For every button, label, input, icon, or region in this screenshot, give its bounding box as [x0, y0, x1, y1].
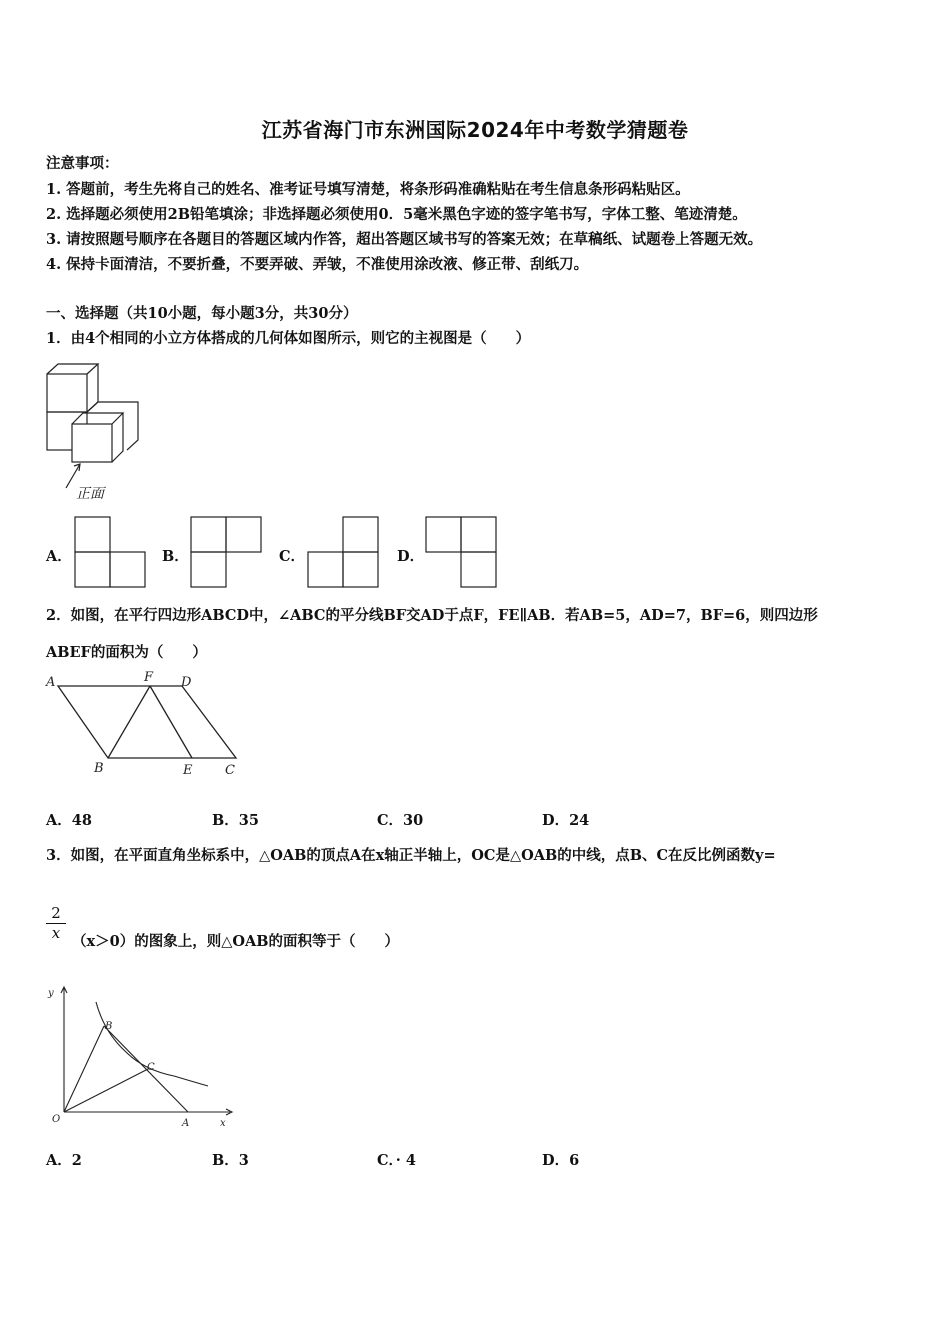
q1-option-b-figure: [188, 515, 264, 589]
q1-option-c-figure: [305, 515, 381, 589]
parallelogram-figure: [44, 668, 240, 778]
point-f-label: F: [144, 670, 154, 685]
axis-x-label: x: [220, 1118, 226, 1129]
axis-y-label: y: [48, 988, 54, 999]
q3-option-d[interactable]: D．6: [542, 1152, 580, 1169]
notice-item: 4. 保持卡面清洁，不要折叠，不要弄破、弄皱，不准使用涂改液、修正带、刮纸刀。: [46, 256, 589, 273]
q2-option-a[interactable]: A．48: [46, 812, 92, 829]
q2-option-b[interactable]: B．35: [212, 812, 259, 829]
q1-option-b[interactable]: B．: [162, 548, 189, 565]
q1-option-d-figure: [423, 515, 499, 589]
section-heading: 一、选择题（共10小题，每小题3分，共30分）: [46, 305, 358, 322]
point-d-label: D: [181, 675, 192, 690]
notice-item: 1. 答题前，考生先将自己的姓名、准考证号填写清楚，将条形码准确粘贴在考生信息条形码粘贴区。: [46, 181, 690, 198]
q3-option-c[interactable]: C．· 4: [377, 1152, 416, 1169]
coordinate-graph-figure: [44, 984, 236, 1132]
q3-option-a[interactable]: A．2: [46, 1152, 82, 1169]
q2-option-d[interactable]: D．24: [542, 812, 590, 829]
fraction-2-over-x: [46, 904, 66, 942]
point-e-label: E: [183, 763, 193, 778]
point-a-label: A: [182, 1118, 190, 1129]
q1-option-c[interactable]: C．: [279, 548, 306, 565]
point-o-label: O: [52, 1114, 61, 1125]
question-2-stem-line2: ABEF的面积为（ ）: [46, 644, 207, 661]
point-c-label: C: [147, 1062, 155, 1073]
q3-option-b[interactable]: B．3: [212, 1152, 249, 1169]
point-b-label: B: [105, 1021, 113, 1032]
q2-option-c[interactable]: C．30: [377, 812, 424, 829]
cube-solid-figure: [44, 360, 142, 502]
point-b-label: B: [94, 761, 104, 776]
question-3-stem-line2: （x＞0）的图象上，则△OAB的面积等于（ ）: [72, 933, 400, 950]
q1-option-d[interactable]: D．: [397, 548, 425, 565]
question-1-stem: 1．由4个相同的小立方体搭成的几何体如图所示，则它的主视图是（ ）: [46, 330, 531, 347]
point-a-label: A: [46, 675, 56, 690]
q1-option-a-figure: [72, 515, 148, 589]
point-c-label: C: [225, 763, 235, 778]
front-label: 正面: [76, 486, 104, 502]
page-title: 江苏省海门市东洲国际2024年中考数学猜题卷: [261, 118, 689, 142]
question-3-stem-line1: 3．如图，在平面直角坐标系中，△OAB的顶点A在x轴正半轴上，OC是△OAB的中线，点B、C在反比例函数y=: [46, 847, 776, 864]
fraction-numerator: 2: [46, 904, 66, 924]
question-2-stem-line1: 2．如图，在平行四边形ABCD中，∠ABC的平分线BF交AD于点F，FE∥AB．若AB=5，AD=7，BF=6，则四边形: [46, 607, 818, 624]
q1-option-a[interactable]: A．: [46, 548, 72, 565]
notice-heading: 注意事项：: [46, 155, 119, 172]
notice-item: 2. 选择题必须使用2B铅笔填涂；非选择题必须使用0．5毫米黑色字迹的签字笔书写，字体工整、笔迹清楚。: [46, 206, 747, 223]
fraction-denominator: x: [51, 924, 61, 942]
notice-item: 3. 请按照题号顺序在各题目的答题区域内作答，超出答题区域书写的答案无效；在草稿纸、试题卷上答题无效。: [46, 231, 763, 248]
